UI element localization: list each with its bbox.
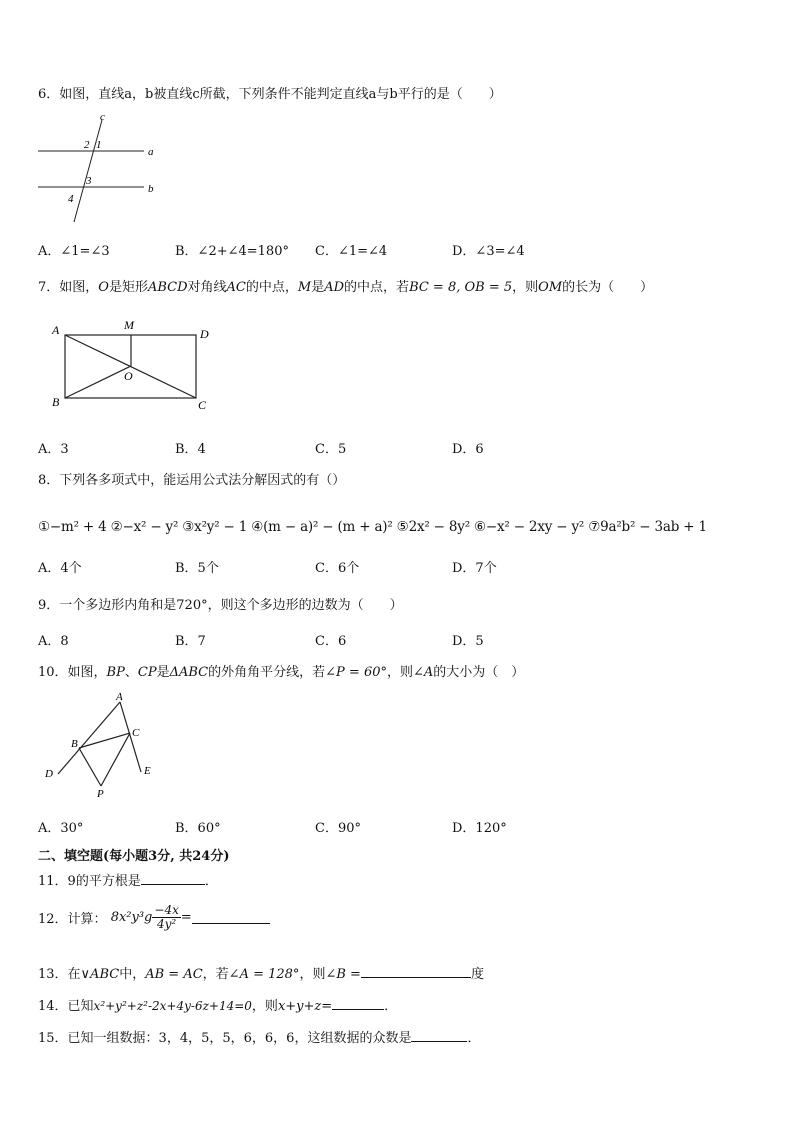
segment-ob — [65, 366, 131, 398]
q14-stem: 14．已知x²+y²+z²-2x+4y-6z+14=0，则x+y+z= ． — [38, 999, 398, 1014]
q7-option-a: A．3 — [38, 442, 69, 457]
label-A: A — [116, 691, 123, 703]
q10-option-d: D．120° — [452, 821, 507, 836]
label-M: M — [124, 318, 134, 332]
q7-option-c: C．5 — [315, 442, 347, 457]
q6-stem: 6．如图，直线a，b被直线c所截，下列条件不能判定直线a与b平行的是（ ） — [38, 87, 502, 102]
angle-3: 3 — [86, 175, 92, 187]
q6-option-b: B．∠2+∠4=180° — [175, 244, 289, 259]
q8-option-a: A．4个 — [38, 561, 82, 576]
label-E: E — [144, 765, 151, 777]
q10-option-a: A．30° — [38, 821, 84, 836]
q7-stem: 7．如图，O是矩形ABCD对角线AC的中点，M是AD的中点，若BC = 8, OB = 5，则OM的长为（ ） — [38, 280, 654, 295]
label-b: b — [148, 183, 154, 195]
label-B: B — [71, 738, 78, 750]
q7-option-b: B．4 — [175, 442, 206, 457]
answer-blank — [192, 911, 270, 924]
q8-option-c: C．6个 — [315, 561, 360, 576]
label-C: C — [198, 398, 207, 412]
q9-option-c: C．6 — [315, 634, 347, 649]
q8-expression: ①−m² + 4 ②−x² − y² ③x²y² − 1 ④(m − a)² − (m + a)² ⑤2x² − 8y² ⑥−x² − 2xy − y² ⑦9a²b² − 3ab + 1 — [38, 519, 707, 535]
q10-figure — [40, 690, 165, 802]
q13-stem: 13．在∨ABC中，AB = AC，若∠A = 128°，则∠B = 度 — [38, 967, 484, 982]
label-C: C — [132, 727, 140, 739]
label-P: P — [97, 788, 104, 800]
label-D: D — [200, 327, 209, 341]
angle-4: 4 — [68, 193, 74, 205]
label-B: B — [52, 395, 60, 409]
label-c: c — [100, 111, 105, 123]
q9-option-b: B．7 — [175, 634, 206, 649]
q8-stem: 8．下列各多项式中，能运用公式法分解因式的有（） — [38, 473, 346, 488]
answer-blank — [361, 965, 471, 978]
q6-figure — [36, 110, 161, 232]
q15-stem: 15．已知一组数据：3，4，5，5，6，6，6，这组数据的众数是 ． — [38, 1031, 481, 1046]
q9-option-d: D．5 — [452, 634, 484, 649]
q10-option-c: C．90° — [315, 821, 361, 836]
section-2-heading: 二、填空题(每小题3分, 共24分) — [38, 849, 230, 864]
q8-option-b: B．5个 — [175, 561, 219, 576]
q6-option-d: D．∠3=∠4 — [452, 244, 525, 259]
q9-option-a: A．8 — [38, 634, 69, 649]
q6-option-a: A．∠1=∠3 — [38, 244, 110, 259]
answer-blank — [411, 1029, 467, 1042]
q6-option-c: C．∠1=∠4 — [315, 244, 388, 259]
segment-bp — [79, 748, 101, 786]
fraction: $\frac{-4x}{\text{4y²}}$ — [154, 903, 179, 931]
q11-stem: 11．9的平方根是 ． — [38, 874, 218, 889]
line-ab-extended — [58, 702, 120, 774]
label-O: O — [124, 369, 133, 383]
q10-option-b: B．60° — [175, 821, 221, 836]
q10-stem: 10．如图，BP、CP是ΔABC的外角角平分线，若∠P = 60°，则∠A的大小为（ ） — [38, 665, 525, 680]
answer-blank — [141, 872, 205, 885]
q7-figure — [46, 316, 221, 414]
label-a: a — [148, 146, 154, 158]
label-D: D — [45, 768, 53, 780]
q9-stem: 9．一个多边形内角和是720°，则这个多边形的边数为（ ） — [38, 598, 403, 613]
line-c — [74, 120, 102, 222]
angle-2: 2 — [84, 139, 90, 151]
q8-option-d: D．7个 — [452, 561, 497, 576]
angle-1: 1 — [96, 139, 102, 151]
segment-cp — [101, 733, 130, 786]
q12-stem: 12．计算： 8x²y³g $\frac{-4x}{\text{4y²}}$ = — [38, 904, 270, 931]
q7-option-d: D．6 — [452, 442, 484, 457]
answer-blank — [332, 997, 384, 1010]
label-A: A — [52, 323, 60, 337]
